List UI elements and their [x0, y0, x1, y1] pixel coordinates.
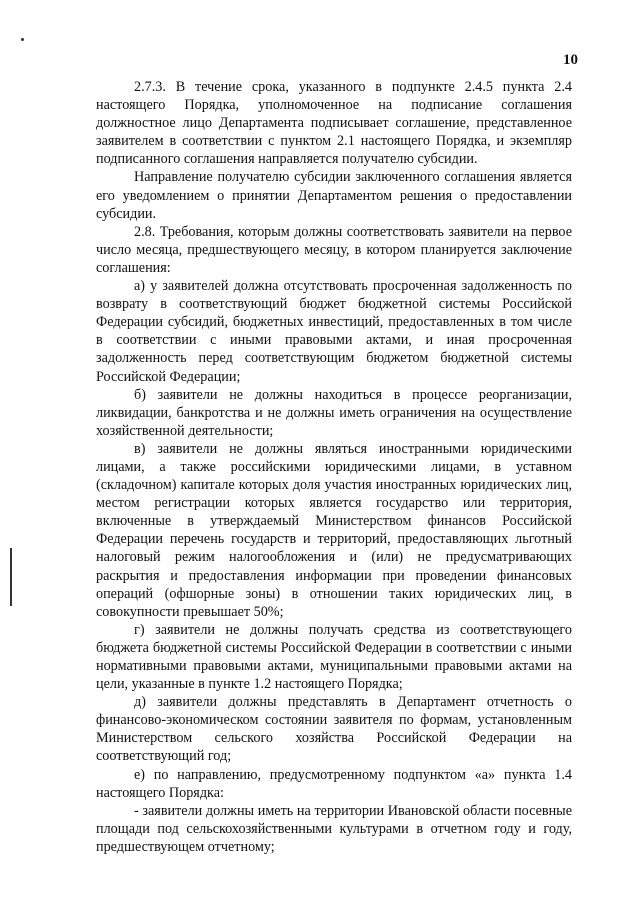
paragraph-2-7-3: 2.7.3. В течение срока, указанного в подпункте 2.4.5 пункта 2.4 настоящего Порядка, уполномоченное на подписание соглашения должностное лицо Департамента подписывает соглашение, представленное заявителем в соответствии с пунктом 2.1 настоящего Порядка, и экземпляр подписанного соглашения направляется получателю субсидии. — [96, 79, 572, 168]
paragraph-e-item-1: - заявители должны иметь на территории Ивановской области посевные площади под сельскохозяйственными культурами в отчетном году и году, предшествующем отчетному; — [96, 802, 572, 855]
document-body — [96, 78, 572, 856]
paragraph-v: в) заявители не должны являться иностранными юридическими лицами, а также российскими юридическими лицами, в уставном (складочном) капитале которых доля участия иностранных юридических лиц, местом регистрации которых является государство или территория, включенные в утверждаемый Министерством финансов Российской Федерации перечень государств и территорий, предоставляющих льготный налоговый режим налогообложения и (или) не предусматривающих раскрытия и предоставления информации при проведении финансовых операций (офшорные зоны) в отношении таких юридических лиц, в совокупности превышает 50%; — [96, 440, 572, 620]
page-number: 10 — [563, 52, 578, 68]
paragraph-a: а) у заявителей должна отсутствовать просроченная задолженность по возврату в соответствующий бюджет бюджетной системы Российской Федерации субсидий, бюджетных инвестиций, предоставленных в том числе в соответствии с иными правовыми актами, и иная просроченная задолженность перед соответствующим бюджетом бюджетной системы Российской Федерации; — [96, 278, 572, 385]
scan-mark-dot — [21, 38, 24, 41]
paragraph-e: е) по направлению, предусмотренному подпунктом «а» пункта 1.4 настоящего Порядка: — [96, 766, 572, 801]
paragraph-g: г) заявители не должны получать средства из соответствующего бюджета бюджетной системы Российской Федерации в соответствии с иными нормативными правовыми актами, муниципальными правовыми актами на цели, указанные в пункте 1.2 настоящего Порядка; — [96, 621, 572, 693]
scan-mark-line — [10, 548, 12, 606]
paragraph-b: б) заявители не должны находиться в процессе реорганизации, ликвидации, банкротства и не должны иметь ограничения на осуществление хозяйственной деятельности; — [96, 386, 572, 439]
paragraph-notification: Направление получателю субсидии заключенного соглашения является его уведомлением о принятии Департаментом решения о предоставлении субсидии. — [96, 169, 572, 222]
paragraph-2-8: 2.8. Требования, которым должны соответствовать заявители на первое число месяца, предшествующего месяцу, в котором планируется заключение соглашения: — [96, 223, 572, 276]
paragraph-d: д) заявители должны представлять в Департамент отчетность о финансово-экономическом состоянии заявителя по формам, установленным Министерством сельского хозяйства Российской Федерации на соответствующий год; — [96, 694, 572, 765]
